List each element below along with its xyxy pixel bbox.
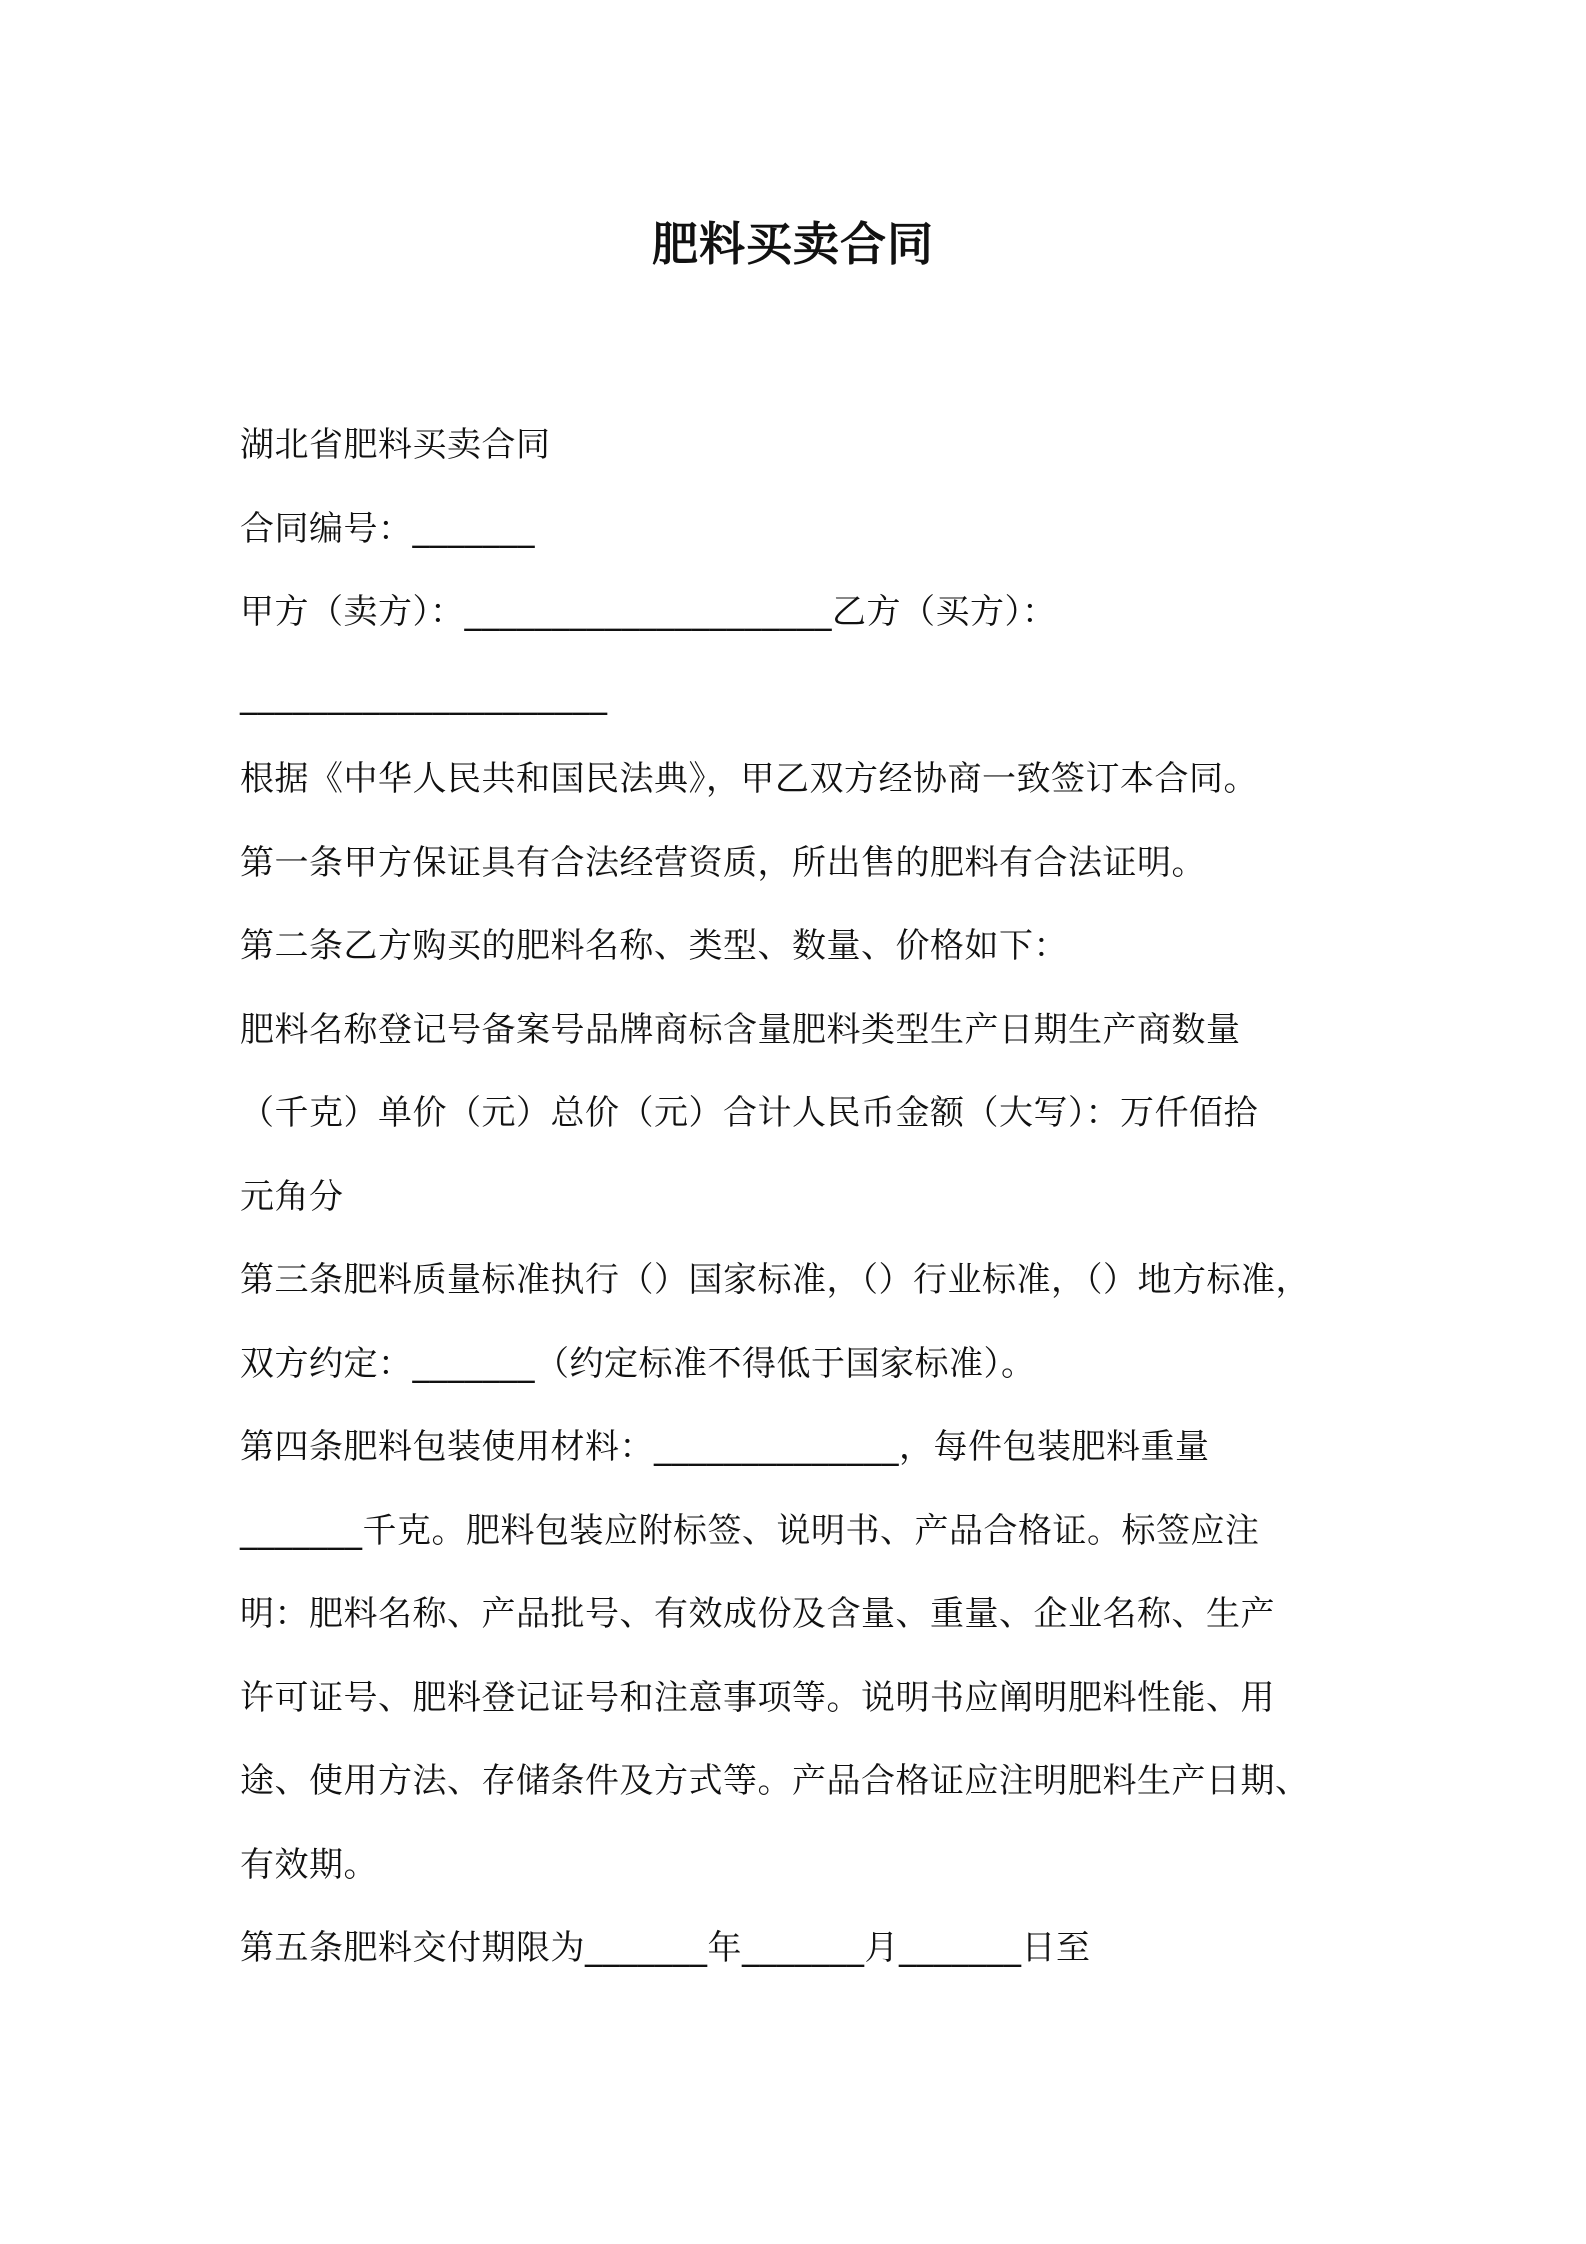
document-title: 肥料买卖合同	[652, 217, 934, 271]
paragraph-line: _______千克。肥料包装应附标签、说明书、产品合格证。标签应注	[240, 1510, 1260, 1551]
paragraph-line: （千克）单价（元）总价（元）合计人民币金额（大写）：万仟佰拾	[240, 1093, 1258, 1133]
paragraph-line: 肥料名称登记号备案号品牌商标含量肥料类型生产日期生产商数量	[240, 1009, 1241, 1050]
paragraph-line: _____________________	[240, 675, 608, 716]
paragraph-line: 途、使用方法、存储条件及方式等。产品合格证应注明肥料生产日期、	[240, 1761, 1310, 1801]
paragraph-line: 甲方（卖方）：_____________________乙方（买方）：	[240, 592, 1057, 632]
paragraph-line: 湖北省肥料买卖合同	[240, 425, 551, 465]
paragraph-line: 第二条乙方购买的肥料名称、类型、数量、价格如下：	[240, 926, 1068, 966]
paragraph-line: 第四条肥料包装使用材料：______________，每件包装肥料重量	[240, 1427, 1210, 1467]
document-body	[240, 404, 1360, 1991]
paragraph-line: 有效期。	[240, 1844, 378, 1885]
paragraph-line: 第一条甲方保证具有合法经营资质，所出售的肥料有合法证明。	[240, 842, 1206, 883]
paragraph-line: 许可证号、肥料登记证号和注意事项等。说明书应阐明肥料性能、用	[240, 1677, 1275, 1718]
paragraph-line: 元角分	[240, 1176, 344, 1217]
paragraph-line: 双方约定：_______（约定标准不得低于国家标准）。	[240, 1343, 1036, 1384]
paragraph-line: 第三条肥料质量标准执行（）国家标准，（）行业标准，（）地方标准，	[240, 1260, 1310, 1300]
paragraph-line: 第五条肥料交付期限为_______年_______月_______日至	[240, 1928, 1091, 1968]
paragraph-line: 合同编号：_______	[240, 508, 535, 549]
paragraph-line: 明：肥料名称、产品批号、有效成份及含量、重量、企业名称、生产	[240, 1594, 1275, 1634]
paragraph-line: 根据《中华人民共和国民法典》，甲乙双方经协商一致签订本合同。	[240, 759, 1258, 799]
